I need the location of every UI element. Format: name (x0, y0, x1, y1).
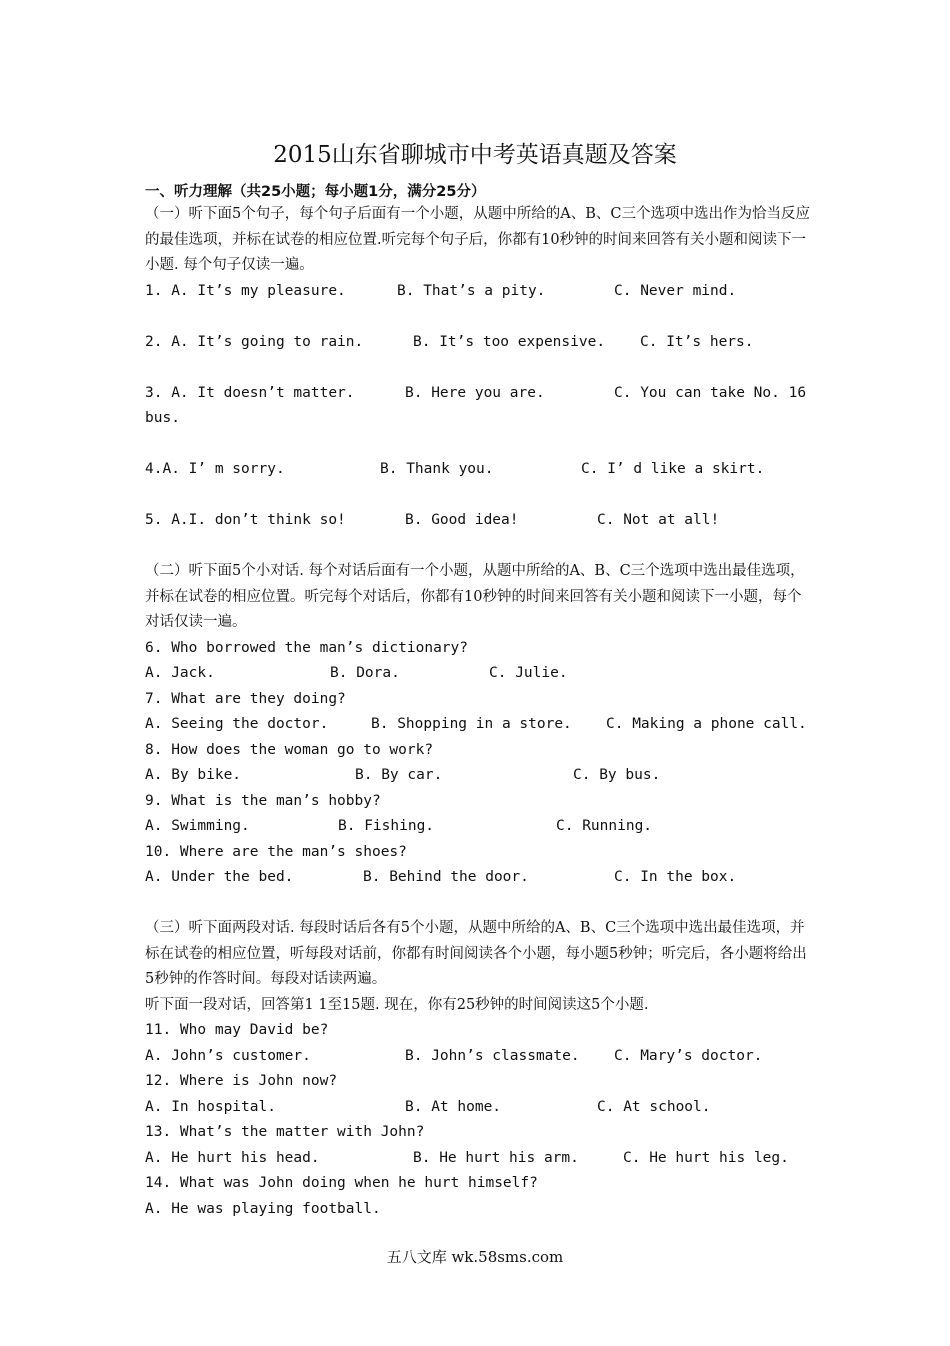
q8-option-b: B. By car. (355, 767, 443, 783)
q14-option-a: A. He was playing football. (145, 1201, 381, 1217)
q5-option-b: B. Good idea! (405, 512, 519, 528)
q3-option-c: C. You can take No. 16 (614, 385, 807, 401)
q11-option-a: A. John’s customer. (145, 1048, 311, 1064)
q4-option-c: C. I’ d like a skirt. (581, 461, 765, 477)
q11-option-c: C. Mary’s doctor. (614, 1048, 763, 1064)
q1-option-a: 1. A. It’s my pleasure. (145, 283, 346, 299)
q3-option-a: 3. A. It doesn’t matter. (145, 385, 355, 401)
q6-option-a: A. Jack. (145, 665, 215, 681)
q9-option-a: A. Swimming. (145, 818, 250, 834)
q6-option-c: C. Julie. (489, 665, 568, 681)
q4-option-b: B. Thank you. (380, 461, 494, 477)
part2-intro: （二）听下面5个小对话. 每个对话后面有一个小题，从题中所给的A、B、C三个选项中选出最佳选项，并标在试卷的相应位置。听完每个对话后，你都有10秒钟的时间来回答有关小题和阅读下一小题，每个对话仅读一遍。 (145, 563, 805, 631)
q3-option-c-cont: bus. (145, 410, 180, 426)
q13-option-c: C. He hurt his leg. (623, 1150, 789, 1166)
q5-option-c: C. Not at all! (597, 512, 720, 528)
q11-stem: 11. Who may David be? (145, 1022, 329, 1038)
q11-option-b: B. John’s classmate. (405, 1048, 580, 1064)
page-title: 2015山东省聊城市中考英语真题及答案 (273, 142, 677, 168)
q12-option-a: A. In hospital. (145, 1099, 276, 1115)
q8-option-a: A. By bike. (145, 767, 242, 783)
q13-option-a: A. He hurt his head. (145, 1150, 320, 1166)
q12-stem: 12. Where is John now? (145, 1073, 338, 1089)
section-heading: 一、听力理解（共25小题；每小题1分，满分25分） (145, 184, 486, 200)
q4-option-a: 4.A. I’ m sorry. (145, 461, 285, 477)
q2-option-b: B. It’s too expensive. (413, 334, 606, 350)
q9-option-c: C. Running. (556, 818, 653, 834)
page-footer: 五八文库 wk.58sms.com (386, 1248, 564, 1266)
q5-option-a: 5. A.I. don’t think so! (145, 512, 346, 528)
q10-option-a: A. Under the bed. (145, 869, 294, 885)
q1-option-c: C. Never mind. (614, 283, 737, 299)
q9-option-b: B. Fishing. (338, 818, 435, 834)
q2-option-c: C. It’s hers. (640, 334, 754, 350)
q9-stem: 9. What is the man’s hobby? (145, 793, 381, 809)
q1-option-b: B. That’s a pity. (397, 283, 546, 299)
part1-intro: （一）听下面5个句子，每个句子后面有一个小题，从题中所给的A、B、C三个选项中选出作为恰当反应的最佳选项，并标在试卷的相应位置.听完每个句子后，你都有10秒钟的时间来回答有关小题和阅读下一小题. 每个句子仅读一遍。 (145, 206, 810, 274)
q3-option-b: B. Here you are. (405, 385, 545, 401)
q12-option-b: B. At home. (405, 1099, 502, 1115)
q12-option-c: C. At school. (597, 1099, 711, 1115)
q13-stem: 13. What’s the matter with John? (145, 1124, 425, 1140)
q10-option-b: B. Behind the door. (363, 869, 529, 885)
q7-stem: 7. What are they doing? (145, 691, 346, 707)
q2-option-a: 2. A. It’s going to rain. (145, 334, 364, 350)
q8-option-c: C. By bus. (573, 767, 661, 783)
q10-option-c: C. In the box. (614, 869, 737, 885)
q10-stem: 10. Where are the man’s shoes? (145, 844, 407, 860)
q6-option-b: B. Dora. (330, 665, 400, 681)
q8-stem: 8. How does the woman go to work? (145, 742, 434, 758)
q7-option-a: A. Seeing the doctor. (145, 716, 329, 732)
q14-stem: 14. What was John doing when he hurt himself? (145, 1175, 538, 1191)
q7-option-c: C. Making a phone call. (606, 716, 807, 732)
q6-stem: 6. Who borrowed the man’s dictionary? (145, 640, 469, 656)
part3-sub-intro: 听下面一段对话，回答第1 1至15题. 现在，你有25秒钟的时间阅读这5个小题. (145, 997, 649, 1013)
q13-option-b: B. He hurt his arm. (413, 1150, 579, 1166)
q7-option-b: B. Shopping in a store. (371, 716, 572, 732)
part3-intro: （三）听下面两段对话. 每段时话后各有5个小题，从题中所给的A、B、C三个选项中选出最佳选项，并标在试卷的相应位置，听每段对话前，你都有时间阅读各个小题，每小题5秒钟；听完后，各小题将给出5秒钟的作答时间。每段对话读两遍。 (145, 920, 807, 988)
